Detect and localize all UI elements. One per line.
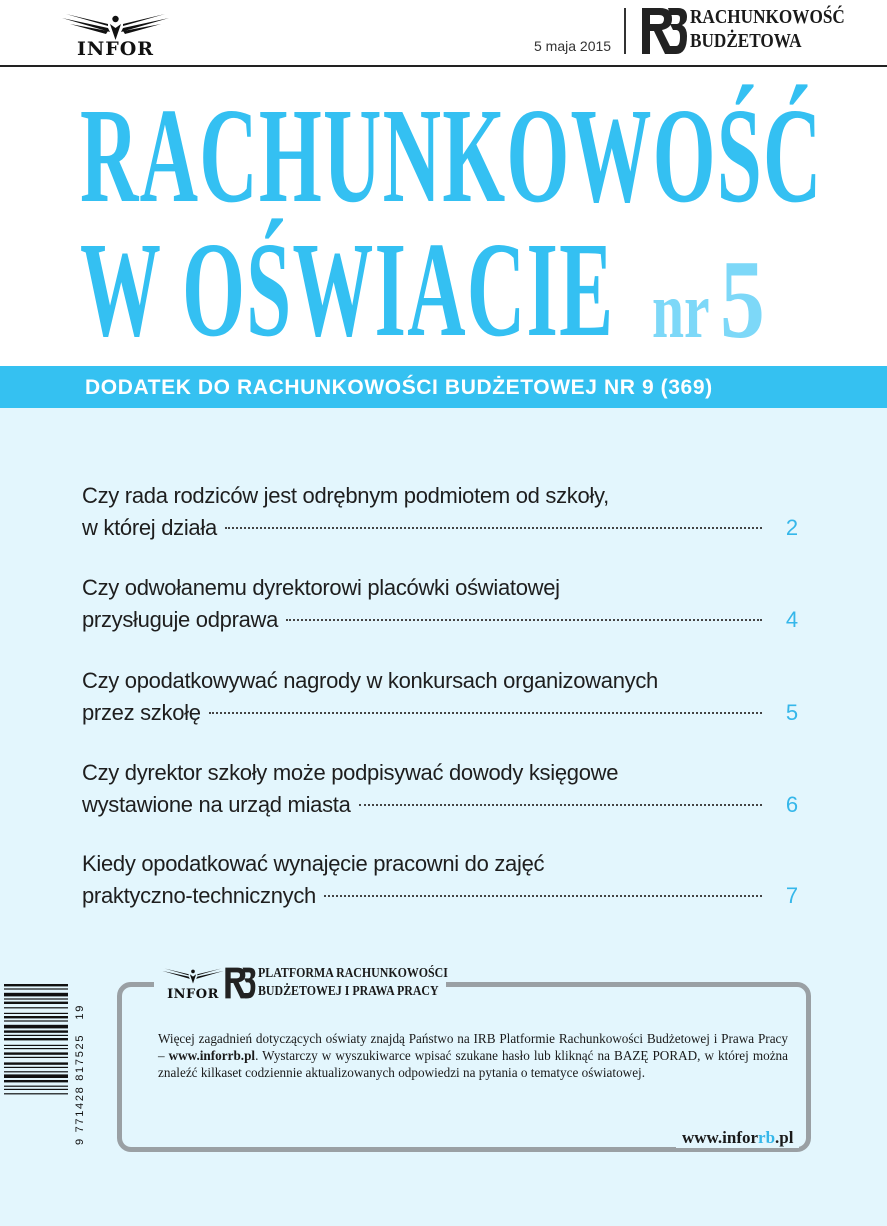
issue-date: 5 maja 2015 xyxy=(534,38,612,54)
barcode-bar xyxy=(4,1035,68,1036)
website-accent: rb xyxy=(758,1128,776,1147)
barcode-bar xyxy=(4,1067,68,1068)
title-line1: RACHUNKOWOŚĆ xyxy=(80,81,823,231)
promo-text-link[interactable]: www.inforrb.pl xyxy=(168,1048,256,1063)
supplement-text: DODATEK DO RACHUNKOWOŚCI BUDŻETOWEJ NR 9 (369) xyxy=(85,376,713,399)
toc-leader xyxy=(359,804,762,806)
website-main: www.infor xyxy=(682,1128,759,1147)
toc-leader xyxy=(286,619,762,621)
platform-name-line2: BUDŻETOWEJ I PRAWA PRACY xyxy=(258,984,439,999)
barcode-bar xyxy=(4,1030,68,1032)
infor-wordmark: INFOR xyxy=(76,38,155,60)
issue-digit: 5 xyxy=(720,238,765,362)
toc-title-line1: Czy opodatkowywać nagrody w konkursach organizowanych xyxy=(82,668,658,693)
barcode-addon: 19 xyxy=(74,1003,86,1020)
barcode-bar xyxy=(4,1020,68,1021)
toc-leader xyxy=(225,527,762,529)
barcode-bar xyxy=(4,1016,68,1018)
barcode-bar xyxy=(4,993,68,997)
toc-title-line1: Czy dyrektor szkoły może podpisywać dowody księgowe xyxy=(82,760,619,785)
title-line2: W OŚWIACIE xyxy=(80,215,615,365)
toc-entry[interactable] xyxy=(82,572,802,636)
toc-entry[interactable] xyxy=(82,480,802,544)
issue-number xyxy=(652,238,776,362)
rb-monogram-icon xyxy=(640,6,688,56)
infor-wings-icon xyxy=(160,966,226,986)
promo-text-part1: Więcej zagadnień dotyczących oświaty znajdą Państwo na IRB Platformie Rachunkowości Budżetowej i Prawa Pracy – xyxy=(158,1031,788,1063)
toc-leader xyxy=(324,895,762,897)
toc-title-line2: praktyczno-technicznych xyxy=(82,883,316,908)
barcode xyxy=(4,982,68,1144)
supplement-band xyxy=(0,366,887,408)
toc-title-line1: Kiedy opodatkować wynajęcie pracowni do zajęć xyxy=(82,851,545,876)
barcode-bar xyxy=(4,998,68,999)
barcode-bar xyxy=(4,1048,68,1049)
rb-monogram-icon xyxy=(224,966,256,1000)
barcode-bar xyxy=(4,1089,68,1090)
barcode-bar xyxy=(4,1002,68,1004)
barcode-bar xyxy=(4,1062,68,1064)
barcode-bar xyxy=(4,1007,68,1008)
barcode-bar xyxy=(4,1074,68,1078)
promo-text xyxy=(158,1030,788,1081)
platform-logos xyxy=(154,964,446,1004)
promo-website[interactable] xyxy=(676,1128,799,1148)
toc-title-line2: przez szkołę xyxy=(82,700,201,725)
infor-logo xyxy=(58,12,173,60)
barcode-bar xyxy=(4,1093,68,1094)
promo-text-part2: . Wystarczy w wyszukiwarce wpisać szukane hasło lub kliknąć na BAZĘ PORAD, w której można znaleźć kilkaset codziennie aktualizowanych odpowiedzi na pytania o tematyce oświatowej. xyxy=(158,1048,788,1080)
toc-title-line1: Czy rada rodziców jest odrębnym podmiotem od szkoły, xyxy=(82,483,609,508)
toc-entry[interactable] xyxy=(82,665,802,729)
toc-page-number: 6 xyxy=(785,792,799,817)
promo-infor-wordmark: INFOR xyxy=(167,987,219,1002)
toc-title-line1: Czy odwołanemu dyrektorowi placówki oświatowej xyxy=(82,575,560,600)
barcode-bar xyxy=(4,1045,68,1046)
toc-title-line2: w której działa xyxy=(82,515,217,540)
header-divider xyxy=(624,8,626,54)
promo-infor-logo xyxy=(160,966,226,1002)
barcode-number: 9 771428 817525 xyxy=(74,1033,86,1145)
barcode-bar xyxy=(4,984,68,986)
toc-title-line2: przysługuje odprawa xyxy=(82,607,279,632)
brand-name-line1: RACHUNKOWOŚĆ xyxy=(690,6,845,28)
barcode-bar xyxy=(4,1080,68,1082)
toc-title-line2: wystawione na urząd miasta xyxy=(82,792,351,817)
toc-page-number: 7 xyxy=(785,883,799,908)
barcode-bar xyxy=(4,1025,68,1029)
toc-entry[interactable] xyxy=(82,848,802,912)
website-tld: .pl xyxy=(775,1128,794,1147)
issue-prefix: nr xyxy=(652,267,710,355)
toc-entry[interactable] xyxy=(82,757,802,821)
barcode-bar xyxy=(4,1052,68,1054)
header-rule xyxy=(0,65,887,67)
barcode-bar xyxy=(4,988,68,989)
toc-page-number: 4 xyxy=(785,607,799,632)
barcode-bar xyxy=(4,1057,68,1058)
barcode-bar xyxy=(4,1013,68,1014)
barcode-bar xyxy=(4,1038,68,1040)
toc-page-number: 2 xyxy=(785,515,799,540)
platform-name-line1: PLATFORMA RACHUNKOWOŚCI xyxy=(258,966,448,981)
toc-page-number: 5 xyxy=(785,700,799,725)
brand-name-line2: BUDŻETOWA xyxy=(690,30,802,52)
rachunkowosc-budzetowa-logo xyxy=(640,6,850,56)
barcode-digits xyxy=(74,1004,86,1145)
barcode-bar xyxy=(4,1071,68,1072)
toc-leader xyxy=(209,712,762,714)
barcode-bar xyxy=(4,1086,68,1087)
